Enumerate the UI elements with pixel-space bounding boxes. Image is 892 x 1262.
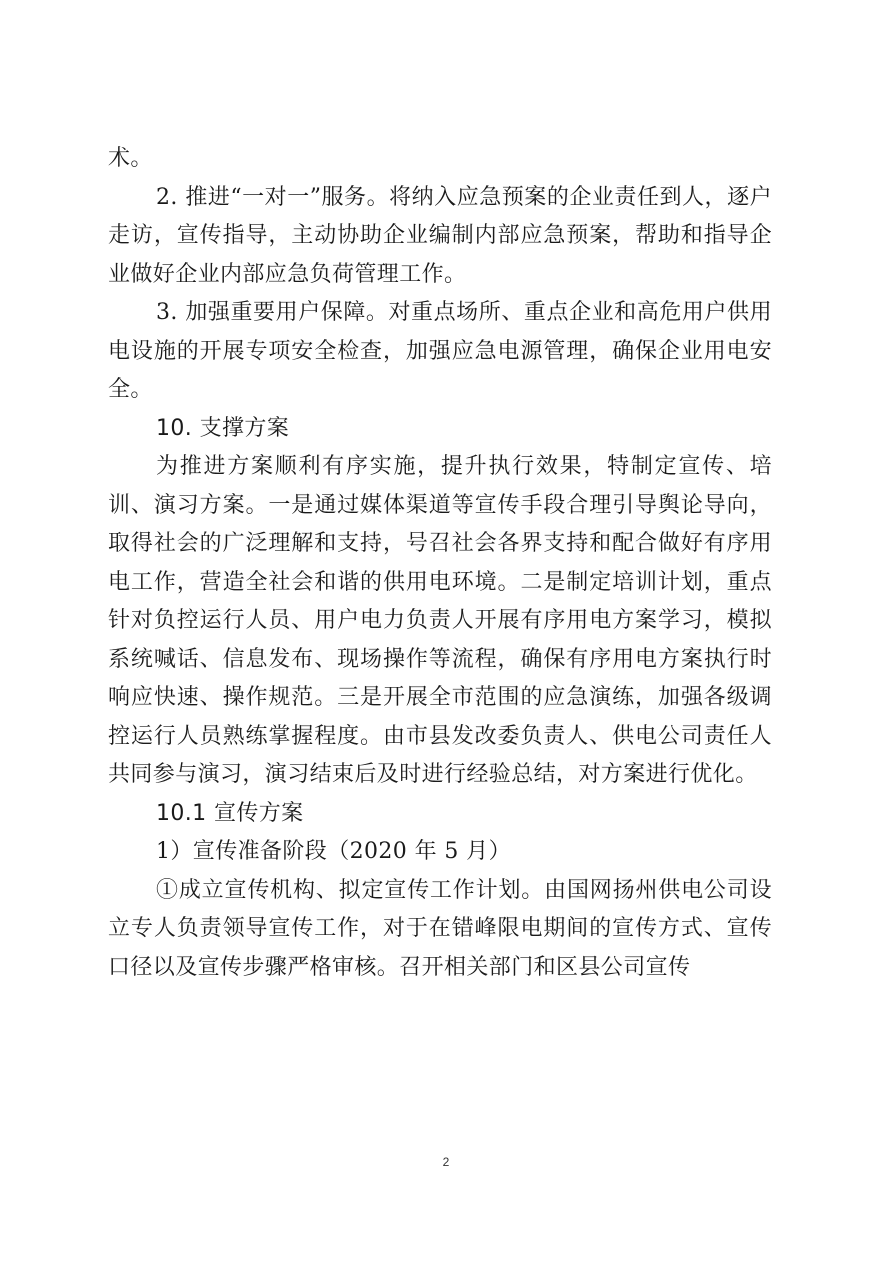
paragraph-support-plan: 为推进方案顺利有序实施，提升执行效果，特制定宣传、培训、演习方案。一是通过媒体渠道等宣传手段合理引导舆论导向，取得社会的广泛理解和支持，号召社会各界支持和配合做好有序用电工作，营造全社会和谐的供用电环境。二是制定培训计划，重点针对负控运行人员、用户电力负责人开展有序用电方案学习，模拟系统喊话、信息发布、现场操作等流程，确保有序用电方案执行时响应快速、操作规范。三是开展全市范围的应急演练，加强各级调控运行人员熟练掌握程度。由市县发改委负责人、供电公司责任人共同参与演习，演习结束后及时进行经验总结，对方案进行优化。 — [108, 454, 772, 787]
document-body — [108, 140, 772, 987]
section-heading-10: 10. 支撑方案 — [156, 415, 290, 441]
subsection-heading-10-1: 10.1 宣传方案 — [156, 800, 304, 826]
page-number: 2 — [442, 1155, 450, 1169]
paragraph-item-3: 3. 加强重要用户保障。对重点场所、重点企业和高危用户供用电设施的开展专项安全检查，加强应急电源管理，确保企业用电安全。 — [108, 300, 772, 402]
paragraph-prep-detail: ①成立宣传机构、拟定宣传工作计划。由国网扬州供电公司设立专人负责领导宣传工作，对于在错峰限电期间的宣传方式、宣传口径以及宣传步骤严格审核。召开相关部门和区县公司宣传 — [108, 877, 772, 980]
paragraph-continuation: 术。 — [108, 146, 153, 171]
paragraph-item-2: 2. 推进“一对一”服务。将纳入应急预案的企业责任到人，逐户走访，宣传指导，主动协助企业编制内部应急预案，帮助和指导企业做好企业内部应急负荷管理工作。 — [108, 184, 772, 287]
paragraph-prep-stage: 1）宣传准备阶段（2020 年 5 月） — [156, 839, 511, 864]
